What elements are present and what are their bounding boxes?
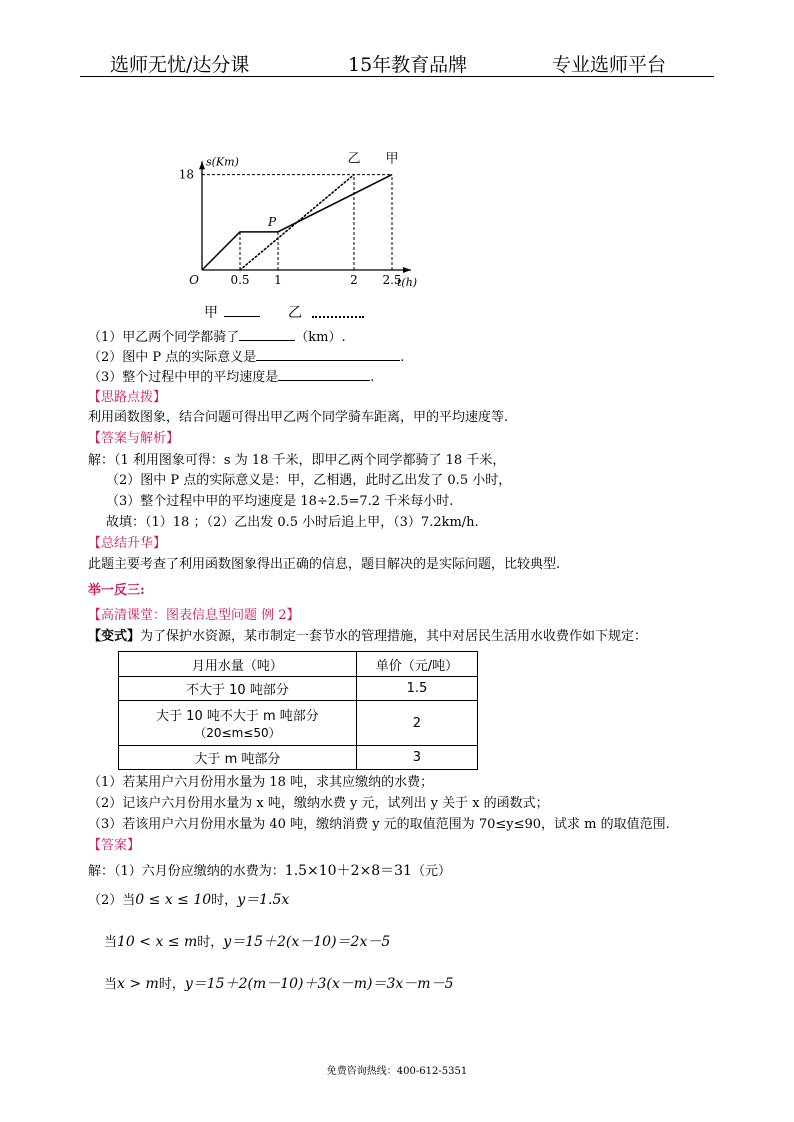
water-fee-table	[118, 651, 478, 770]
exercise-q1: （1）若某用户六月份用水量为 18 吨，求其应缴纳的水费；	[88, 775, 434, 790]
page-footer: 免费咨询热线：400-612-5351	[326, 1066, 468, 1077]
table-cell: 大于 m 吨部分	[119, 746, 357, 770]
y-axis-arrow	[199, 161, 205, 169]
table-cell: 3	[356, 746, 477, 770]
y-axis-label: s(Km)	[206, 155, 239, 169]
exercise-q2: （2）记该户六月份用水量为 x 吨，缴纳水费 y 元，试列出 y 关于 x 的函数式；	[88, 796, 549, 811]
x-tick-label: 0.5	[230, 273, 250, 287]
summary-text: 此题主要考查了利用函数图象得出正确的信息，题目解决的是实际问题，比较典型.	[88, 557, 561, 572]
question-2: （2）图中 P 点的实际意义是 .	[88, 350, 405, 365]
hint-text: 利用函数图象，结合问题可得出甲乙两个同学骑车距离，甲的平均速度等.	[88, 410, 509, 425]
table-cell: 大于 10 吨不大于 m 吨部分 （20≤m≤50）	[119, 701, 357, 746]
table-header: 单价（元/吨）	[356, 652, 477, 677]
classroom-tag: 【高清课堂：图表信息型问题 例 2】	[88, 608, 300, 623]
legend-yi-label: 乙	[288, 305, 302, 321]
hint-tag: 【思路点拨】	[88, 390, 167, 405]
table-row	[119, 746, 478, 770]
table-cell: 2	[356, 701, 477, 746]
header-right: 专业选师平台	[552, 54, 667, 76]
x-tick-label: 2	[350, 273, 358, 287]
series-end-label: 甲	[385, 151, 399, 167]
solution-tag: 【答案与解析】	[88, 431, 180, 446]
x-tick-label: 1	[274, 273, 282, 287]
question-3: （3）整个过程中甲的平均速度是 .	[88, 370, 375, 385]
answer-blank-2	[256, 348, 400, 361]
legend-jia-label: 甲	[204, 305, 218, 321]
solution-line-4: 故填：（1）18 ；（2）乙出发 0.5 小时后追上甲，（3）7.2km/h.	[106, 515, 479, 530]
series-end-label: 乙	[347, 151, 361, 167]
solution-line-3: （3）整个过程中甲的平均速度是 18÷2.5=7.2 千米每小时.	[106, 494, 454, 509]
solution-line-2: （2）图中 P 点的实际意义是：甲，乙相遇，此时乙出发了 0.5 小时，	[106, 473, 512, 488]
legend-yi-line	[312, 316, 364, 318]
x-tick-label: 2.5	[382, 273, 402, 287]
variant-line	[88, 628, 647, 646]
solution-line-1: 解：（1 利用图象可得：s 为 18 千米，即甲乙两个同学都骑了 18 千米，	[88, 453, 506, 468]
header-left: 选师无忧/达分课	[110, 54, 250, 76]
practice-title: 举一反三:	[88, 583, 145, 598]
table-header: 月用水量（吨）	[119, 652, 357, 677]
table-row	[119, 677, 478, 701]
origin-label: O	[189, 273, 199, 287]
question-1: （1）甲乙两个同学都骑了 （km）.	[88, 330, 346, 345]
series-line-jia	[202, 175, 392, 270]
answer-line-3: 当10 < x ≤ m时，y＝15＋2(x－10)＝2x－5	[104, 934, 391, 950]
variant-text: 为了保护水资源，某市制定一套节水的管理措施，其中对居民生活用水收费作如下规定：	[140, 629, 648, 644]
distance-time-graph	[170, 98, 460, 298]
page-header	[80, 48, 714, 77]
y-tick-label: 18	[178, 167, 194, 182]
table-header-row	[119, 652, 478, 677]
header-center: 15年教育品牌	[348, 54, 468, 76]
table-cell: 不大于 10 吨部分	[119, 677, 357, 701]
legend-jia-line	[224, 316, 260, 317]
x-axis-arrow	[403, 267, 411, 273]
answer-line-4: 当x > m时，y＝15＋2(m－10)＋3(x－m)＝3x－m－5	[104, 976, 454, 992]
answer-line-1: 解：（1）六月份应缴纳的水费为：1.5×10＋2×8＝31（元）	[88, 863, 451, 879]
summary-tag: 【总结升华】	[88, 536, 167, 551]
x-axis-label: t(h)	[397, 276, 418, 289]
table-cell: 1.5	[356, 677, 477, 701]
answer-line-2: （2）当0 ≤ x ≤ 10时，y＝1.5x	[88, 892, 290, 908]
answer-blank-3	[278, 368, 370, 381]
variant-tag: 【变式】	[88, 629, 141, 644]
answer-blank-1	[239, 328, 295, 341]
answer-tag: 【答案】	[88, 838, 141, 853]
exercise-q3: （3）若该用户六月份用水量为 40 吨，缴纳消费 y 元的取值范围为 70≤y≤90，试求 m 的取值范围.	[88, 817, 670, 832]
table-row	[119, 701, 478, 746]
point-p-label: P	[267, 214, 277, 229]
